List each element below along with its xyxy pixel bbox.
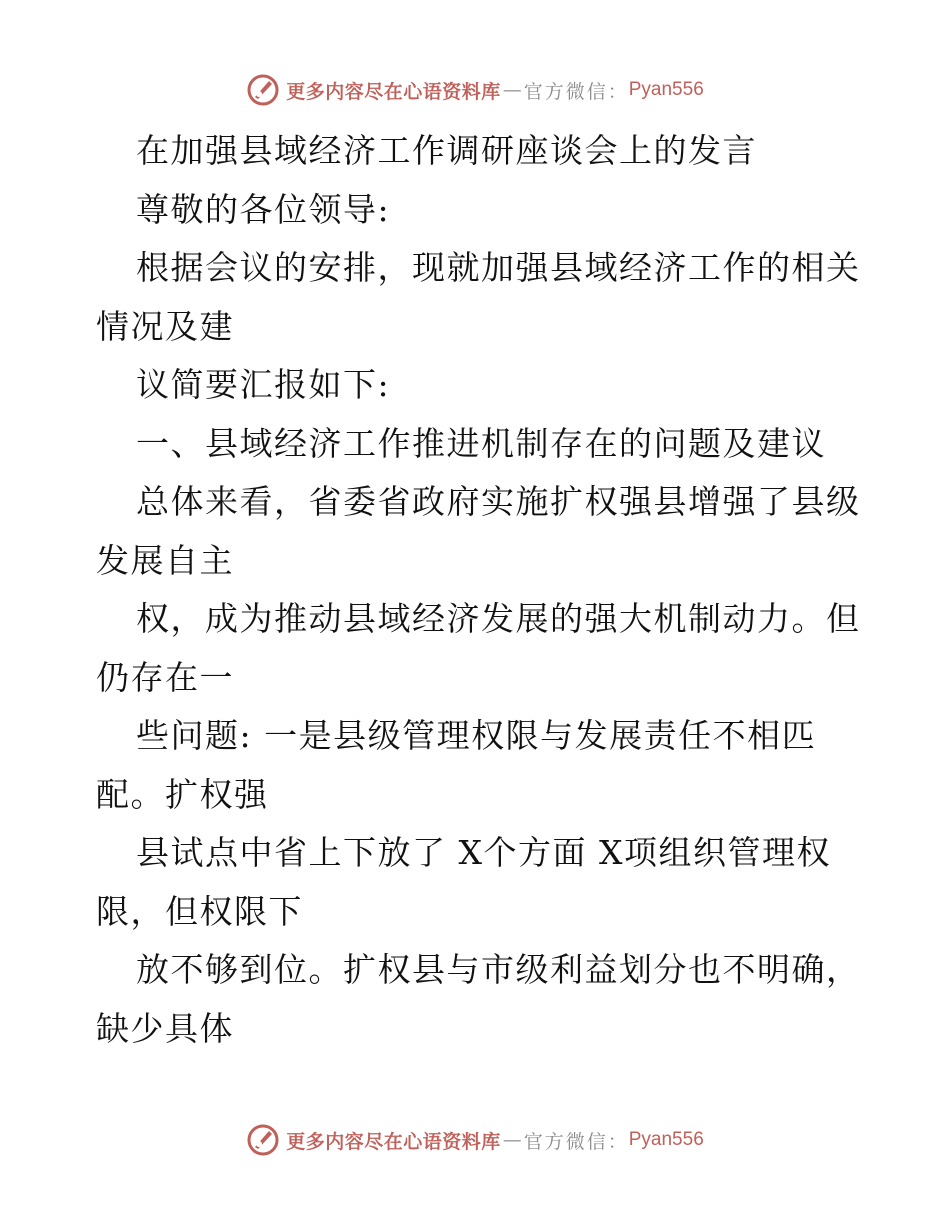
paragraph-line: 放不够到位。扩权县与市级利益划分也不明确， (136, 950, 861, 989)
watermark-sub-text: 官方微信： (523, 80, 629, 103)
watermark-wechat-id: Pyan556 (628, 79, 704, 100)
paragraph-line: 根据会议的安排，现就加强县域经济工作的相关 (136, 248, 861, 287)
watermark-main-text: 更多内容尽在心语资料库 (286, 80, 501, 103)
watermark-separator: — (502, 1129, 522, 1151)
quill-seal-icon (246, 1123, 280, 1157)
paragraph-line: 限，但权限下 (96, 891, 303, 931)
paragraph-line: 仍存在一 (96, 657, 234, 697)
paragraph-line: 些问题: 一是县级管理权限与发展责任不相匹 (136, 716, 817, 755)
watermark-sub-text: 官方微信： (523, 1130, 629, 1153)
watermark-wechat-id: Pyan556 (628, 1129, 704, 1150)
paragraph-line: 议简要汇报如下: (136, 365, 391, 404)
watermark-main-text: 更多内容尽在心语资料库 (286, 1130, 501, 1153)
paragraph-line: 情况及建 (96, 306, 234, 346)
paragraph-line: 权，成为推动县域经济发展的强大机制动力。但 (136, 599, 861, 638)
paragraph-line: 县试点中省上下放了 X个方面 X项组织管理权 (136, 833, 831, 872)
document-title: 在加强县域经济工作调研座谈会上的发言 (136, 131, 757, 170)
paragraph-line: 缺少具体 (96, 1008, 234, 1048)
section-heading: 一、县域经济工作推进机制存在的问题及建议 (136, 423, 826, 463)
paragraph-line: 总体来看，省委省政府实施扩权强县增强了县级 (136, 482, 861, 521)
quill-seal-icon (246, 73, 280, 107)
paragraph-line: 配。扩权强 (96, 774, 269, 814)
salutation: 尊敬的各位领导: (136, 189, 391, 229)
footer-watermark (0, 1122, 950, 1158)
document-body (96, 122, 866, 1058)
header-watermark (0, 72, 950, 108)
paragraph-line: 发展自主 (96, 540, 234, 580)
watermark-separator: — (502, 79, 522, 101)
